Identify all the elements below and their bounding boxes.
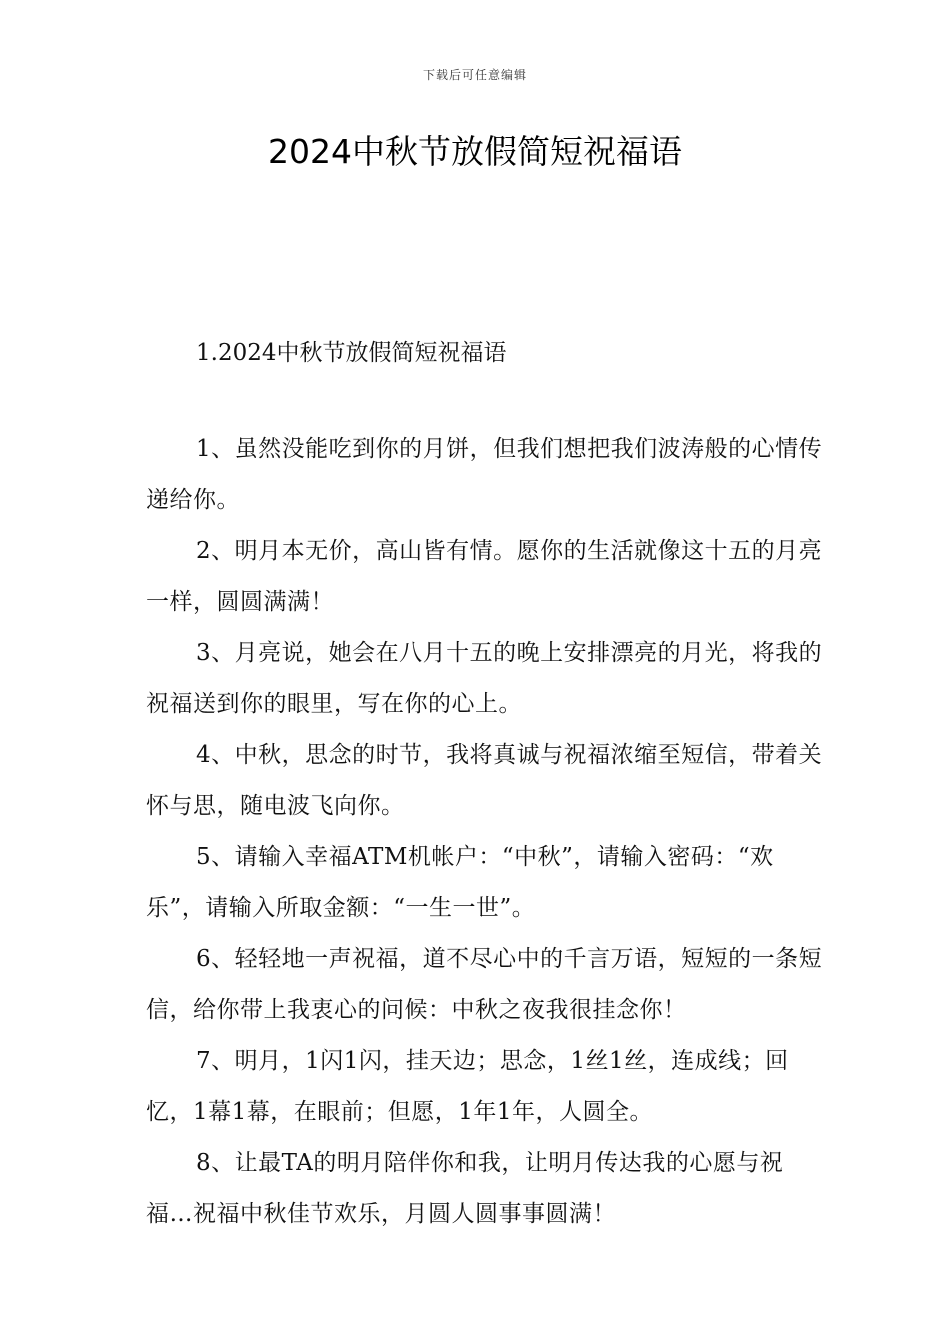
paragraph-6: 6、轻轻地一声祝福，道不尽心中的千言万语，短短的一条短信，给你带上我衷心的问候：中秋之夜我很挂念你！ [146,946,823,1023]
paragraph-1: 1、虽然没能吃到你的月饼，但我们想把我们波涛般的心情传递给你。 [146,436,823,513]
paragraph-8: 8、让最TA的明月陪伴你和我，让明月传达我的心愿与祝福…祝福中秋佳节欢乐，月圆人圆事事圆满！ [146,1150,784,1227]
paragraph-2: 2、明月本无价，高山皆有情。愿你的生活就像这十五的月亮一样，圆圆满满！ [146,538,823,615]
header-note: 下载后可任意编辑 [422,68,527,82]
paragraph-4: 4、中秋，思念的时节，我将真诚与祝福浓缩至短信，带着关怀与思，随电波飞向你。 [146,742,823,819]
paragraph-3: 3、月亮说，她会在八月十五的晚上安排漂亮的月光，将我的祝福送到你的眼里，写在你的心上。 [146,640,823,717]
paragraph-5: 5、请输入幸福ATM机帐户：“中秋”，请输入密码：“欢乐”，请输入所取金额：“一生一世”。 [146,844,774,921]
section-heading: 1.2024中秋节放假简短祝福语 [196,340,507,366]
page-title: 2024中秋节放假简短祝福语 [268,132,682,171]
document-body [146,424,826,1240]
paragraph-7: 7、明月，1闪1闪，挂天边；思念，1丝1丝，连成线；回忆，1幕1幕，在眼前；但愿，1年1年，人圆全。 [146,1048,789,1125]
